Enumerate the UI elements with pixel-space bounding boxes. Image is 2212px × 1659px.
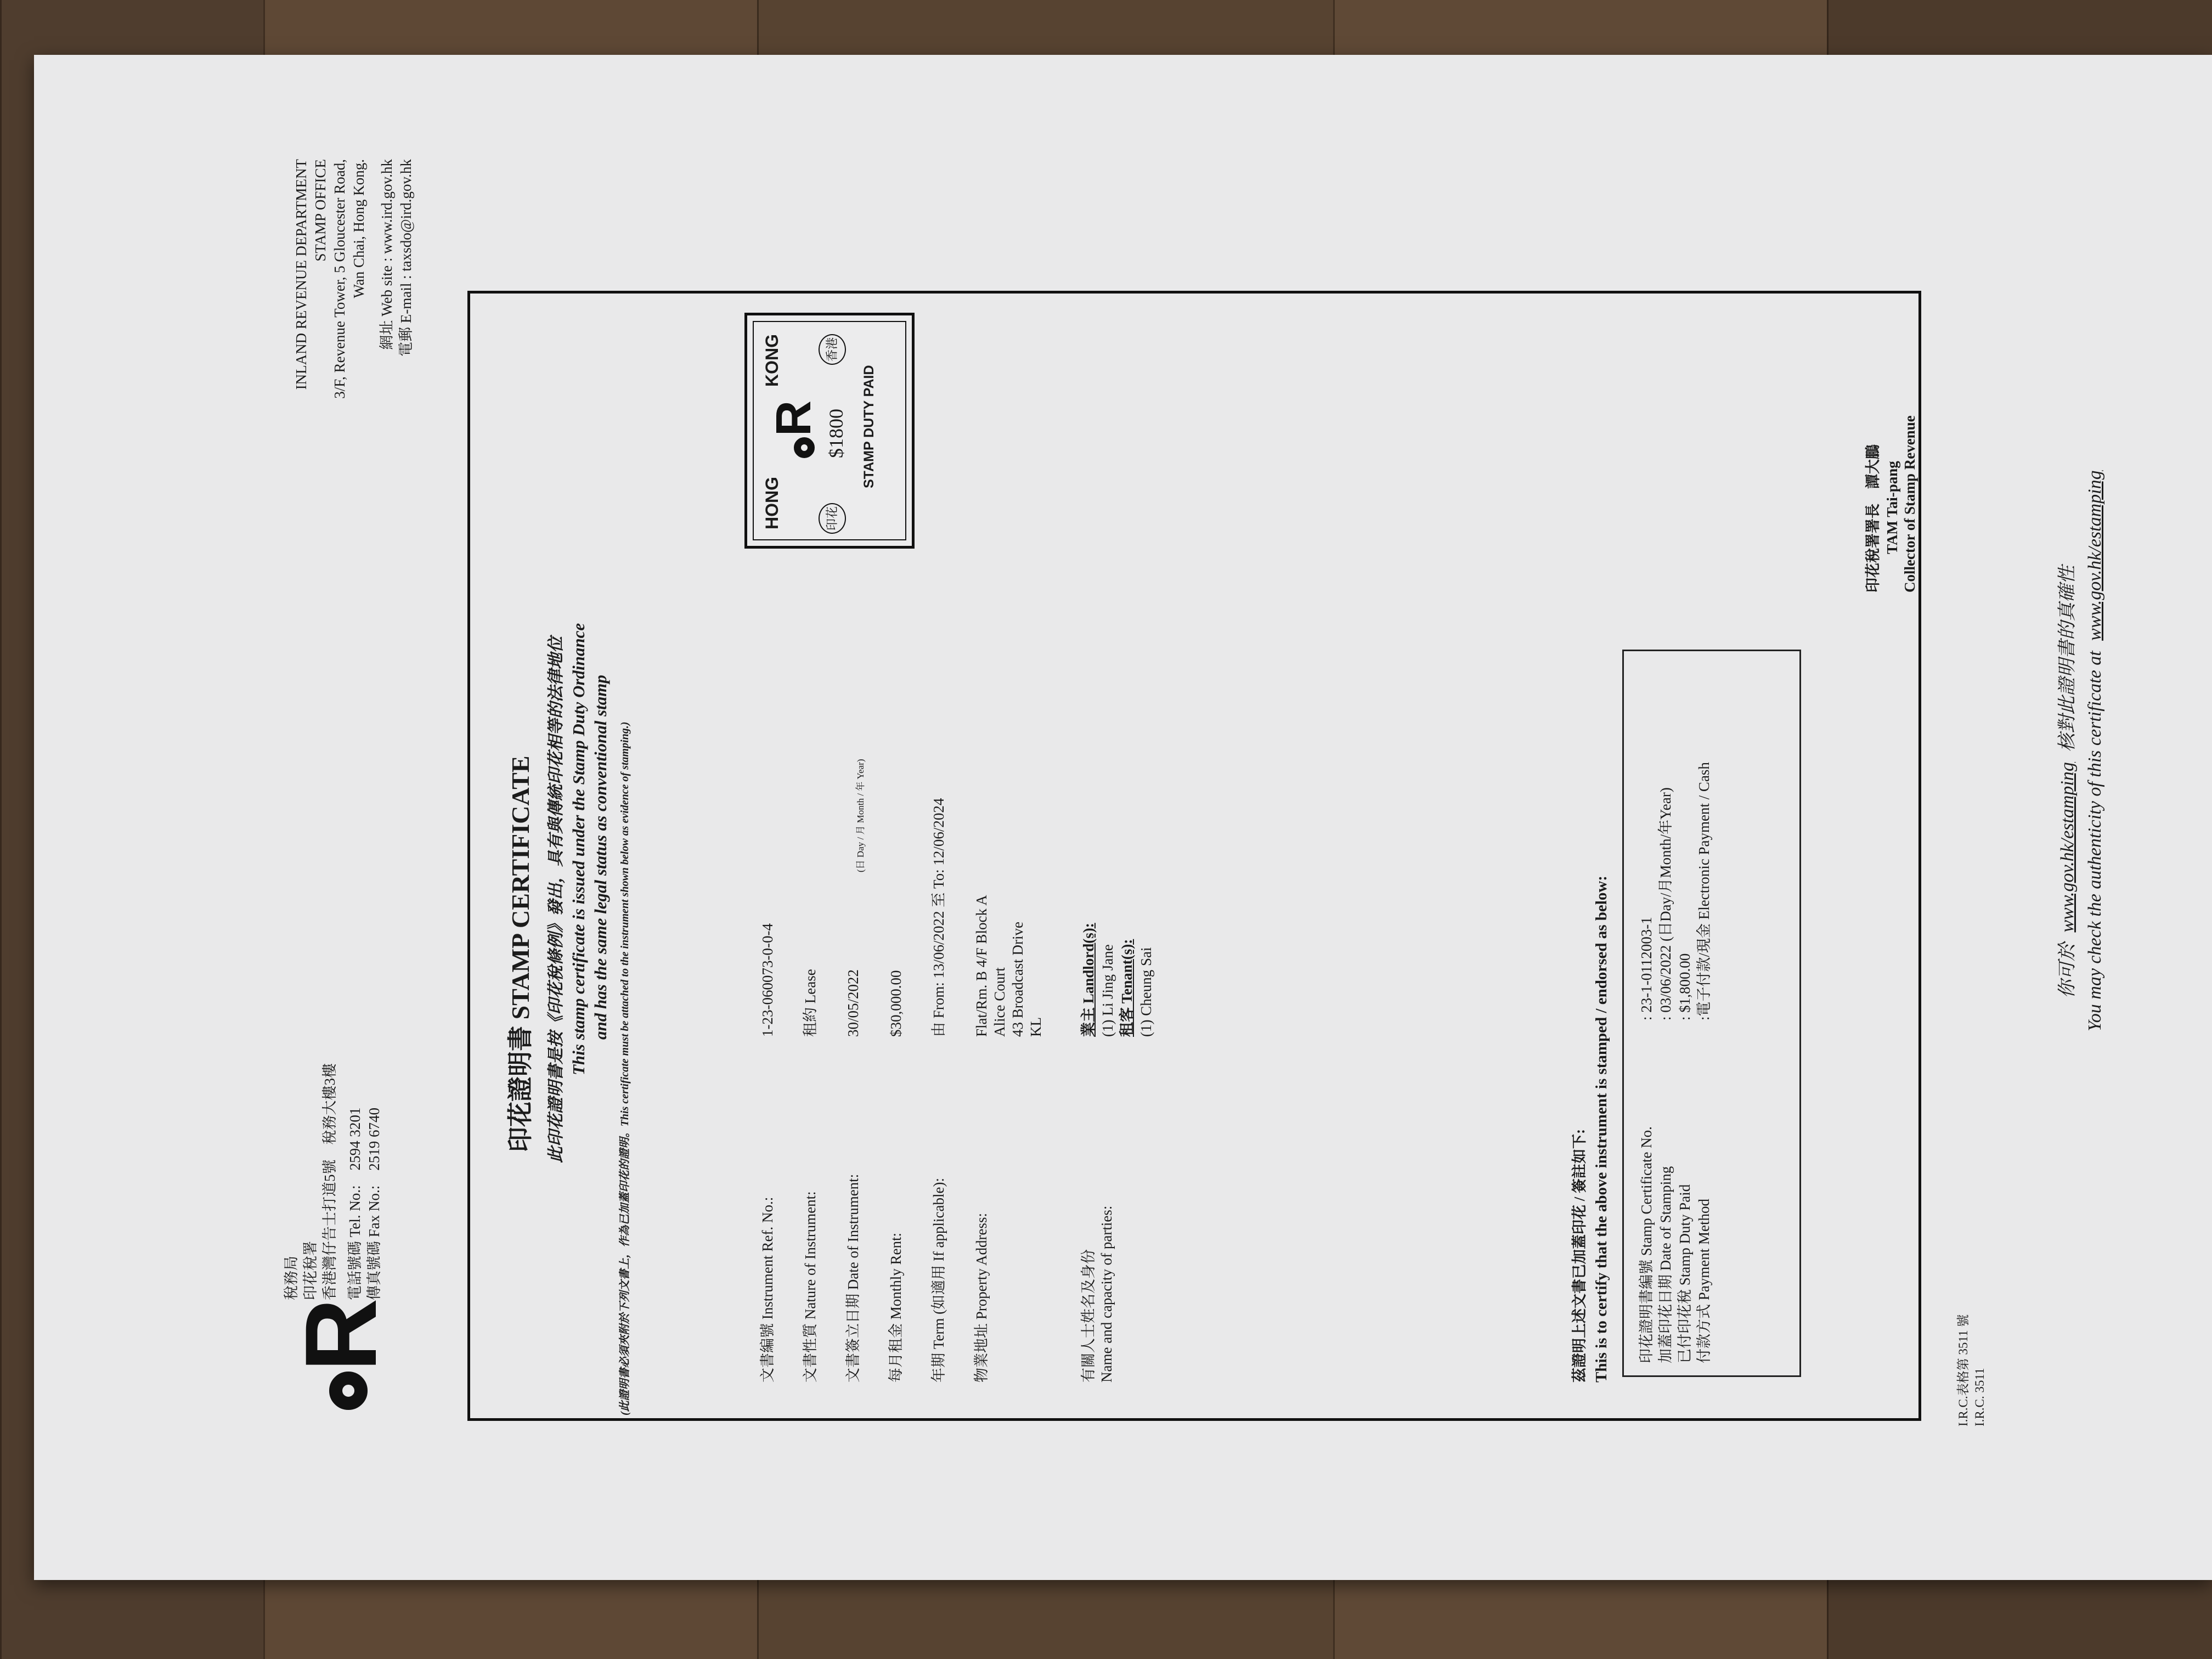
stamp-cert-no-value: : 23-1-0112003-1 [1638, 917, 1655, 1020]
fax-number: 傳真號碼 Fax No.: 2519 6740 [366, 1108, 382, 1300]
parties-label-en: Name and capacity of parties: [1098, 1205, 1115, 1383]
signatory-name: TAM Tai-pang [1884, 461, 1900, 554]
field-value-rent: $30,000.00 [888, 970, 904, 1037]
landlord-name: (1) Li Jing Jane [1099, 944, 1116, 1037]
seal-logo-r-icon: R [766, 400, 821, 436]
verify-cn-link[interactable]: www.gov.hk/estamping [2057, 762, 2078, 933]
field-label-term: 年期 Term (如適用 If applicable): [930, 1178, 947, 1383]
website: 網址 Web site : www.ird.gov.hk [379, 159, 395, 350]
subtitle-en-1: This stamp certificate is issued under the Stamp Duty Ordinance [569, 623, 588, 1075]
seal-cn-left: 印花 [819, 503, 846, 534]
tenant-name: (1) Cheung Sai [1138, 947, 1154, 1037]
logo-r-icon: R [285, 1298, 398, 1372]
address-line-3: 43 Broadcast Drive [1009, 922, 1026, 1037]
duty-paid-label: 已付印花稅 Stamp Duty Paid [1677, 1184, 1693, 1363]
verify-en-link[interactable]: www.gov.hk/estamping [2085, 470, 2105, 641]
form-number-cn: I.R.C.表格第 3511 號 [1956, 1314, 1970, 1426]
attachment-note: (此證明書必須夾附於下列文書上，作為已加蓋印花的證明。This certificate must be attached to the instrument shown below as evidence of stamping.) [619, 721, 631, 1415]
field-value-term: 由 From: 13/06/2022 至 To: 12/06/2024 [930, 798, 947, 1037]
parties-label-cn: 有關人士姓名及身份 [1080, 1249, 1097, 1383]
seal-amount: $1800 [825, 409, 847, 458]
seal-kong: KONG [762, 334, 782, 387]
certify-en: This is to certify that the above instrument is stamped / endorsed as below: [1593, 876, 1610, 1383]
signatory-cn: 印花稅署署長 譚大鵬 [1865, 444, 1881, 592]
address-en-2: Wan Chai, Hong Kong. [351, 159, 367, 298]
verify-en-prefix: You may check the authenticity of this certificate at [2085, 651, 2105, 1031]
stamp-duty-seal [744, 313, 915, 549]
office-cn: 印花稅署 [302, 1241, 319, 1300]
landlord-heading: 業主 Landlord(s): [1080, 923, 1097, 1037]
verify-cn-prefix: 你可於 [2057, 943, 2078, 998]
ird-logo [270, 1298, 398, 1415]
field-value-ref: 1-23-060073-0-0-4 [759, 923, 776, 1037]
tel-number: 電話號碼 Tel. No.: 2594 3201 [347, 1107, 363, 1300]
seal-paid-text: STAMP DUTY PAID [861, 365, 877, 488]
signatory-title: Collector of Stamp Revenue [1901, 415, 1918, 592]
verify-cn-suffix: 核對此證明書的真確性 [2057, 565, 2078, 752]
stamping-date-label: 加蓋印花日期 Date of Stamping [1657, 1166, 1674, 1363]
address-line-4: KL [1028, 1017, 1044, 1037]
stamp-cert-no-label: 印花證明書編號 Stamp Certificate No. [1638, 1126, 1655, 1363]
verify-cn-line [2058, 566, 2077, 998]
dept-cn: 稅務局 [283, 1256, 300, 1300]
field-value-date: 30/05/2022 [845, 969, 861, 1037]
stamping-date-value: : 03/06/2022 (日Day/月Month/年Year) [1657, 787, 1674, 1020]
seal-cn-right: 香港 [819, 334, 846, 365]
certificate-title: 印花證明書 STAMP CERTIFICATE [506, 755, 534, 1152]
field-label-rent: 每月租金 Monthly Rent: [888, 1232, 904, 1383]
form-number-en: I.R.C. 3511 [1973, 1368, 1987, 1426]
field-label-ref: 文書編號 Instrument Ref. No.: [759, 1197, 776, 1383]
address-cn: 香港灣仔告士打道5號 稅務大樓3樓 [321, 1063, 338, 1300]
dept-en: INLAND REVENUE DEPARTMENT [293, 159, 309, 390]
field-value-nature: 租約 Lease [802, 969, 819, 1037]
logo-circle-icon [329, 1372, 368, 1410]
document-content [34, 55, 2212, 1580]
address-line-2: Alice Court [991, 967, 1008, 1037]
date-format-hint: (日 Day / 月 Month / 年 Year) [855, 759, 866, 872]
subtitle-en-2: and has the same legal status as conventional stamp [591, 675, 610, 1040]
field-label-nature: 文書性質 Nature of Instrument: [802, 1191, 819, 1383]
email: 電郵 E-mail : taxsdo@ird.gov.hk [398, 159, 414, 357]
seal-hong: HONG [762, 477, 782, 529]
tenant-heading: 租客 Tenant(s): [1119, 939, 1135, 1037]
seal-logo-circle-icon [794, 437, 815, 458]
field-label-address: 物業地址 Property Address: [973, 1213, 990, 1383]
payment-method-label: 付款方式 Payment Method [1696, 1199, 1712, 1363]
field-value-address: Flat/Rm. B 4/F Block A [973, 895, 990, 1037]
duty-paid-value: : $1,800.00 [1677, 953, 1693, 1020]
address-en-1: 3/F, Revenue Tower, 5 Gloucester Road, [331, 159, 348, 399]
document-paper [34, 55, 2212, 1580]
verify-en-line [2086, 470, 2104, 1031]
certify-cn: 茲證明上述文書已加蓋印花 / 簽註如下: [1571, 1129, 1588, 1383]
subtitle-cn: 此印花證明書是按《印花稅條例》發出，具有與傳統印花相等的法律地位 [547, 636, 565, 1163]
office-en: STAMP OFFICE [312, 159, 329, 262]
field-label-date: 文書簽立日期 Date of Instrument: [845, 1173, 861, 1383]
payment-method-value: :電子付款/現金 Electronic Payment / Cash [1696, 762, 1712, 1020]
